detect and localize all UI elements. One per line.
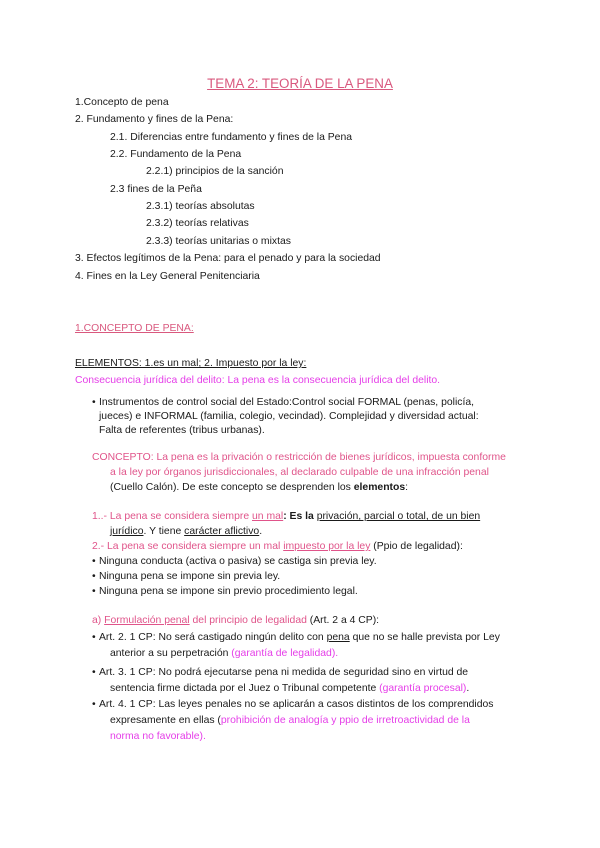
text-span: del principio de legalidad (189, 615, 307, 626)
text-span: jurídico (110, 526, 144, 537)
text-span: 1..- La pena se considera siempre (92, 511, 252, 522)
paragraph-line: Instrumentos de control social del Estado:Control social FORMAL (penas, policía, (99, 397, 475, 408)
article-line (110, 682, 469, 696)
article-line (99, 631, 500, 645)
text-span: anterior a su perpetración (110, 648, 232, 659)
text-span: (garantía procesal) (379, 683, 467, 694)
toc-item: 4. Fines en la Ley General Penitenciaria (75, 271, 260, 282)
bullet-icon: • (92, 699, 96, 710)
text-span: pena (326, 632, 350, 643)
bullet-icon: • (92, 397, 96, 408)
article-line (110, 647, 338, 661)
elementos-line: ELEMENTOS: 1.es un mal; 2. Impuesto por la ley: (75, 358, 307, 369)
toc-item: 2.2.1) principios de la sanción (146, 166, 284, 177)
text-span: : (405, 482, 409, 493)
toc-item: 2.3.1) teorías absolutas (146, 201, 255, 212)
mal-line (92, 510, 480, 524)
bullet-icon: • (92, 571, 96, 582)
text-span: (Art. 2 a 4 CP): (306, 615, 380, 626)
consecuencia-line: Consecuencia jurídica del delito: La pena es la consecuencia jurídica del delito. (75, 375, 441, 386)
text-span: sentencia firme dictada por el Juez o Tribunal competente (110, 683, 380, 694)
text-span: impuesto por la ley (283, 541, 371, 552)
text-span: (Ppio de legalidad): (370, 541, 463, 552)
concepto-line: a la ley por órganos jurisdiccionales, al declarado culpable de una infracción penal (110, 467, 489, 478)
ley-line (92, 540, 463, 554)
toc-item: 2.2. Fundamento de la Pena (110, 149, 242, 160)
bullet-icon: • (92, 632, 96, 643)
paragraph-line: jueces) e INFORMAL (familia, colegio, vecindad). Complejidad y diversidad actual: (99, 411, 479, 422)
paragraph-line: Falta de referentes (tribus urbanas). (99, 425, 265, 436)
text-span: (Cuello Calón). De este concepto se desprenden los (110, 482, 354, 493)
text-span: privación, parcial o total, de un bien (316, 511, 481, 522)
text-span: . Y tiene (143, 526, 185, 537)
text-span: Art. 2. 1 CP: No será castigado ningún delito con (99, 632, 327, 643)
concepto-line (110, 481, 408, 495)
toc-item: 3. Efectos legítimos de la Pena: para el penado y para la sociedad (75, 253, 381, 264)
text-span: prohibición de analogía y ppio de irretroactividad de la (220, 715, 470, 726)
text-span: que no se halle prevista por Ley (349, 632, 500, 643)
bullet-icon: • (92, 667, 96, 678)
article-line: Art. 4. 1 CP: Las leyes penales no se aplicarán a casos distintos de los comprendidos (99, 699, 494, 710)
section-heading: 1.CONCEPTO DE PENA: (75, 323, 194, 334)
toc-item: 2.3.2) teorías relativas (146, 218, 249, 229)
bullet-icon: • (92, 556, 96, 567)
text-span: : Es la (283, 511, 317, 522)
text-span: . (466, 683, 470, 694)
text-span: carácter aflictivo (184, 526, 260, 537)
article-line: norma no favorable). (110, 731, 206, 742)
list-item: Ninguna pena se impone sin previa ley. (99, 571, 281, 582)
text-span: a) (92, 615, 105, 626)
text-span: expresamente en ellas ( (110, 715, 221, 726)
formulacion-line (92, 614, 379, 628)
toc-item: 2.3 fines de la Peña (110, 184, 202, 195)
article-line (110, 714, 470, 728)
document-title: TEMA 2: TEORÍA DE LA PENA (207, 76, 393, 91)
text-span: un mal (252, 511, 284, 522)
article-line: Art. 3. 1 CP: No podrá ejecutarse pena ni medida de seguridad sino en virtud de (99, 667, 469, 678)
toc-item: 1.Concepto de pena (75, 97, 169, 108)
toc-item: 2. Fundamento y fines de la Pena: (75, 114, 234, 125)
toc-item: 2.3.3) teorías unitarias o mixtas (146, 236, 291, 247)
concepto-line: CONCEPTO: La pena es la privación o restricción de bienes jurídicos, impuesta conforme (92, 452, 506, 463)
text-span: elementos (353, 482, 406, 493)
toc-item: 2.1. Diferencias entre fundamento y fines de la Pena (110, 132, 353, 143)
mal-line (110, 525, 262, 539)
list-item: Ninguna conducta (activa o pasiva) se castiga sin previa ley. (99, 556, 377, 567)
bullet-icon: • (92, 586, 96, 597)
list-item: Ninguna pena se impone sin previo procedimiento legal. (99, 586, 358, 597)
text-span: . (259, 526, 263, 537)
text-span: 2.- La pena se considera siempre un mal (92, 541, 284, 552)
text-span: (garantía de legalidad). (231, 648, 339, 659)
text-span: Formulación penal (104, 615, 190, 626)
